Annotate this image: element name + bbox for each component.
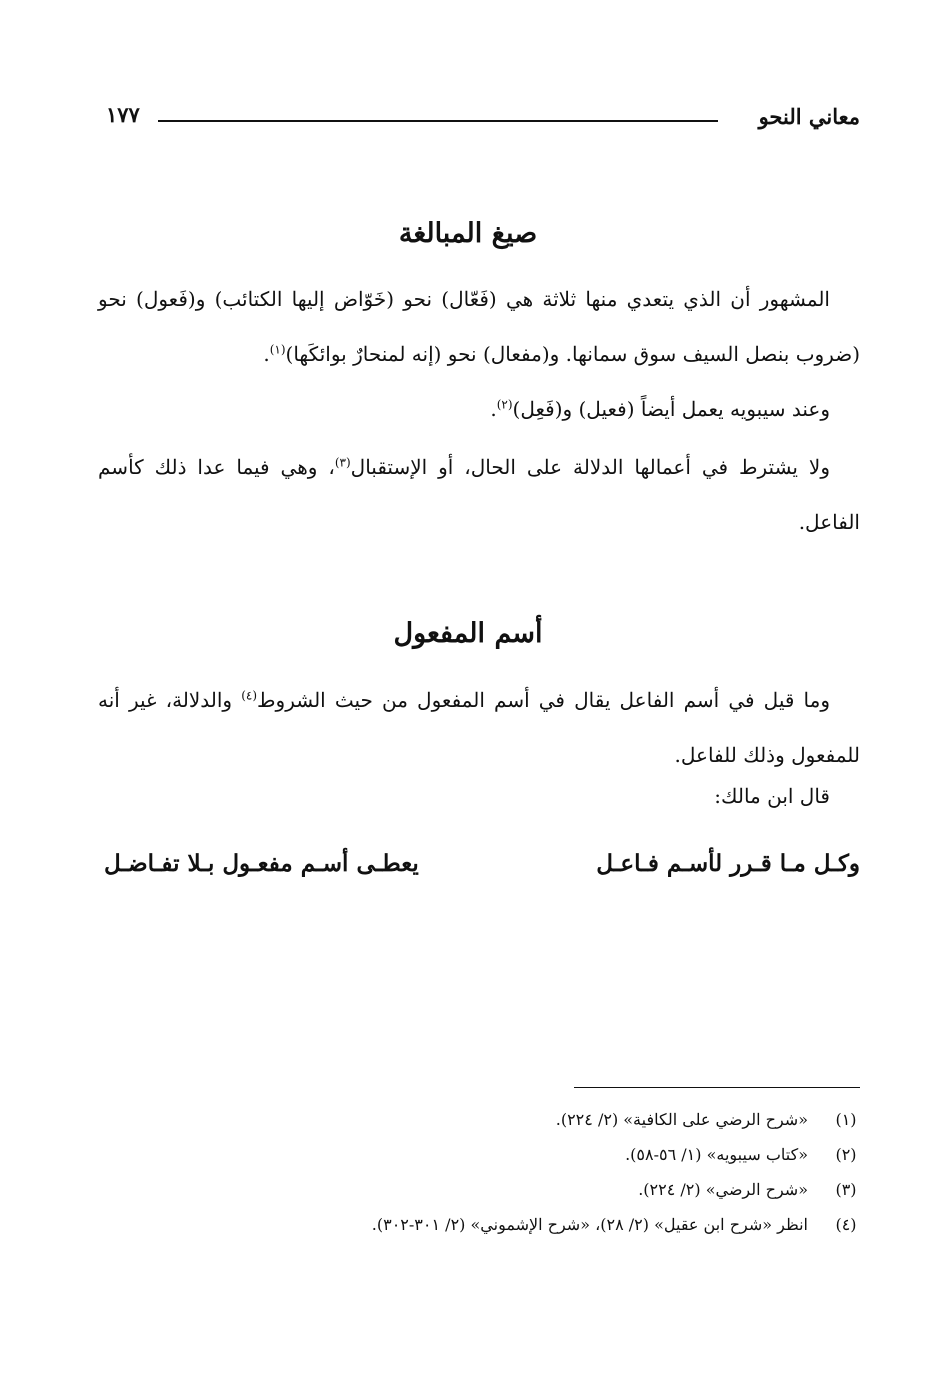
verse-first-hemistich: وكـل مـا قـرر لأسـم فـاعـل [596, 850, 860, 877]
footnote-ref-1: (١) [269, 342, 286, 357]
footnote-ref-4: (٤) [241, 688, 258, 703]
footnote [98, 1145, 866, 1180]
verse-second-hemistich: يعطـى أسـم مفعـول بـلا تفـاضـل [104, 850, 419, 877]
footnote-text: «شرح الرضي» (٢/ ٢٢٤). [638, 1180, 808, 1199]
paragraph-3 [98, 440, 860, 550]
footnote-text: انظر «شرح ابن عقيل» (٢/ ٢٨)، «شرح الإشموني» (٢/ ٣٠١-٣٠٢). [371, 1215, 808, 1234]
footnotes [98, 1110, 866, 1250]
paragraph-2-text: وعند سيبويه يعمل أيضاً (فعيل) و(فَعِل) [512, 397, 830, 421]
footnote-number: (٢) [835, 1145, 857, 1164]
book-title: معاني النحو [758, 104, 860, 129]
section-heading-maful: أسم المفعول [393, 618, 543, 649]
footnote-number: (١) [835, 1110, 857, 1129]
footnote-rule [574, 1087, 860, 1088]
footnote-ref-2: (٢) [496, 397, 513, 412]
footnote-text: «كتاب سيبويه» (١/ ٥٦-٥٨). [625, 1145, 808, 1164]
header-rule [158, 120, 718, 122]
footnote-ref-3: (٣) [334, 455, 351, 470]
paragraph-3-text-a: ولا يشترط في أعمالها الدلالة على الحال، أو الإستقبال [350, 455, 830, 479]
footnote-text: «شرح الرضي على الكافية» (٢/ ٢٢٤). [555, 1110, 808, 1129]
paragraph-4-text-b: والدلالة، غير أنه للمفعول وذلك للفاعل. [98, 688, 860, 767]
paragraph-2-end: . [490, 397, 497, 421]
paragraph-3-text-b: ، وهي فيما عدا ذلك كأسم الفاعل. [98, 455, 860, 534]
paragraph-2 [98, 382, 860, 437]
footnote [98, 1215, 866, 1250]
running-header [96, 96, 860, 136]
page-number: ١٧٧ [106, 102, 140, 127]
paragraph-1-end: . [263, 342, 270, 366]
verse-intro: قال ابن مالك: [714, 784, 830, 808]
footnote [98, 1110, 866, 1145]
paragraph-4 [98, 673, 860, 783]
paragraph-1-text: المشهور أن الذي يتعدي منها ثلاثة هي (فَعّال) نحو (خَوّاض إليها الكتائب) و(فَعول) نحو (ضروب بنصل السيف سوق سمانها. و(مفعال) نحو (إنه لمنحارٌ بوائكَها) [98, 287, 860, 366]
section-heading-mubalagha: صيغ المبالغة [398, 218, 538, 249]
footnote [98, 1180, 866, 1215]
paragraph-4-text-a: وما قيل في أسم الفاعل يقال في أسم المفعول من حيث الشروط [257, 688, 830, 712]
footnote-number: (٣) [835, 1180, 857, 1199]
paragraph-1 [98, 272, 860, 382]
footnote-number: (٤) [835, 1215, 857, 1234]
verse [98, 850, 860, 890]
